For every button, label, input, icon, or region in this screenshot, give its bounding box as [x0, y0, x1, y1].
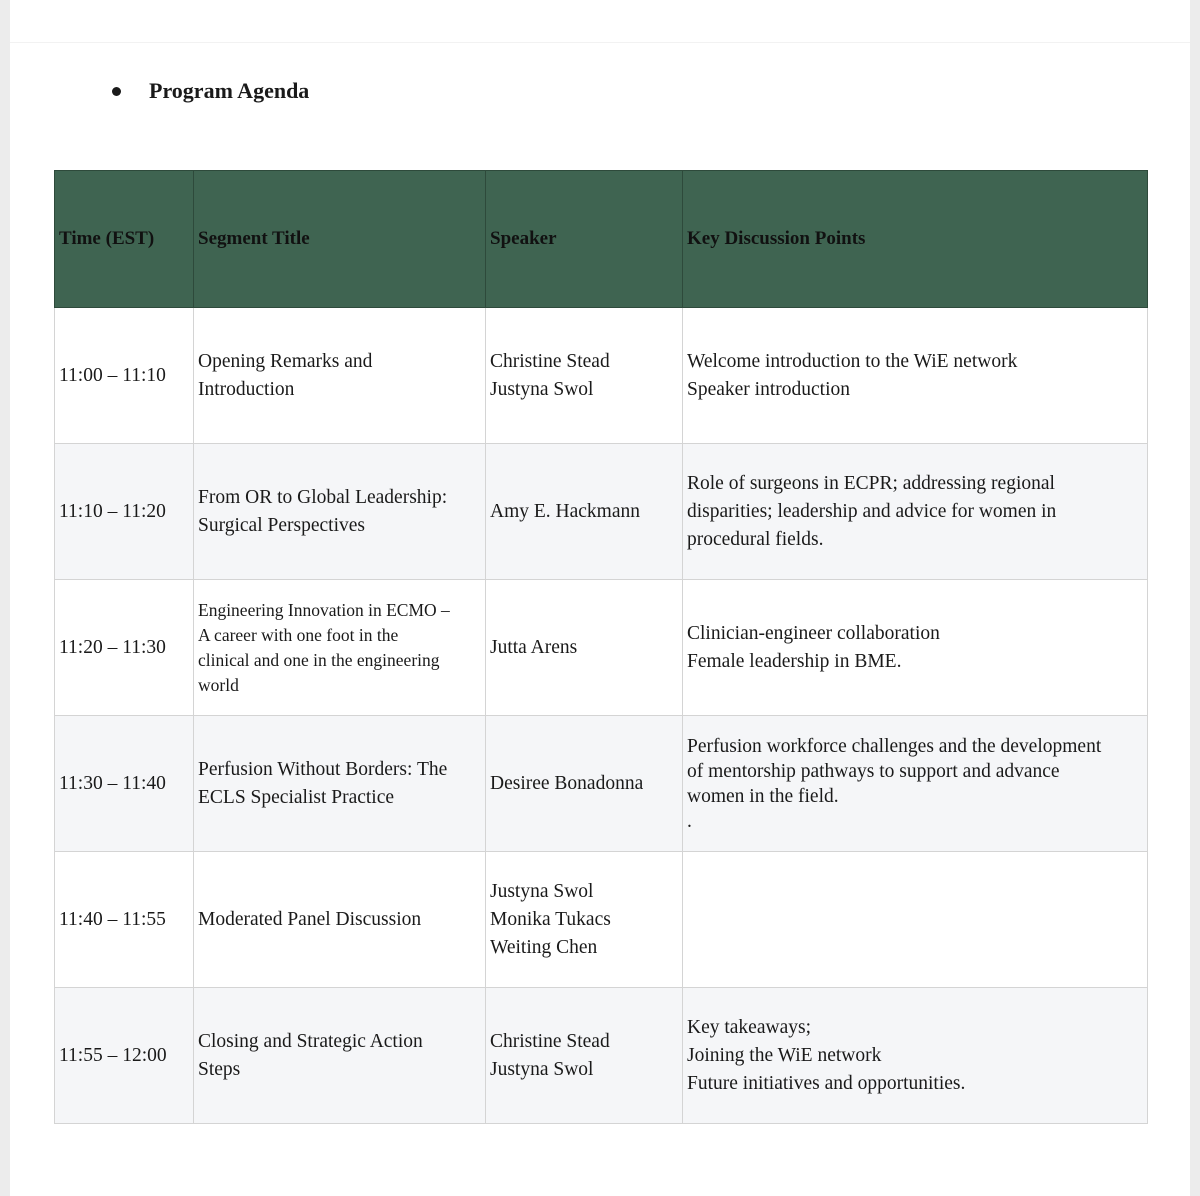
- segment-title-line: Steps: [198, 1058, 241, 1080]
- time-cell: [55, 852, 194, 988]
- table-row: [55, 580, 1148, 716]
- segment-title-line: ECLS Specialist Practice: [198, 786, 395, 808]
- speaker-cell: [486, 988, 683, 1124]
- segment-title-line: Perfusion Without Borders: The: [198, 758, 448, 780]
- speaker-name: Justyna Swol: [490, 880, 594, 902]
- time-text: 11:30 – 11:40: [59, 772, 166, 794]
- time-text: 11:10 – 11:20: [59, 500, 166, 522]
- segment-title-line: clinical and one in the engineering: [198, 649, 440, 670]
- speaker-cell: [486, 852, 683, 988]
- speaker-name: Desiree Bonadonna: [490, 772, 644, 794]
- segment-title-cell: [194, 988, 486, 1124]
- time-cell: [55, 308, 194, 444]
- table-row: [55, 852, 1148, 988]
- top-divider: [10, 42, 1190, 43]
- discussion-point-line: .: [687, 810, 692, 832]
- table-row: [55, 308, 1148, 444]
- discussion-point-line: women in the field.: [687, 785, 839, 807]
- table-row: [55, 716, 1148, 852]
- table-row: [55, 988, 1148, 1124]
- header-speaker: Speaker: [486, 171, 683, 308]
- discussion-point-line: Female leadership in BME.: [687, 650, 902, 672]
- segment-title-line: A career with one foot in the: [198, 624, 399, 645]
- speaker-name: Monika Tukacs: [490, 908, 611, 930]
- bullet-icon: [112, 87, 121, 96]
- discussion-point-line: Clinician-engineer collaboration: [687, 622, 940, 644]
- header-time: Time (EST): [55, 171, 194, 308]
- time-cell: [55, 988, 194, 1124]
- time-cell: [55, 444, 194, 580]
- header-key-discussion-points: Key Discussion Points: [683, 171, 1148, 308]
- speaker-cell: [486, 716, 683, 852]
- speaker-name: Justyna Swol: [490, 1058, 594, 1080]
- speaker-name: Christine Stead: [490, 350, 610, 372]
- table-row: [55, 444, 1148, 580]
- discussion-points-cell: [683, 444, 1148, 580]
- discussion-point-line: Welcome introduction to the WiE network: [687, 350, 1018, 372]
- time-cell: [55, 580, 194, 716]
- document-page: [10, 0, 1190, 1196]
- segment-title-line: Introduction: [198, 378, 295, 400]
- discussion-points-cell: [683, 988, 1148, 1124]
- segment-title-line: world: [198, 674, 239, 695]
- speaker-name: Jutta Arens: [490, 636, 578, 658]
- time-text: 11:20 – 11:30: [59, 636, 166, 658]
- discussion-point-line: Joining the WiE network: [687, 1044, 882, 1066]
- segment-title-cell: [194, 580, 486, 716]
- segment-title-line: Engineering Innovation in ECMO –: [198, 599, 450, 620]
- time-text: 11:55 – 12:00: [59, 1044, 167, 1066]
- time-text: 11:40 – 11:55: [59, 908, 166, 930]
- speaker-cell: [486, 308, 683, 444]
- discussion-point-line: Role of surgeons in ECPR; addressing regional: [687, 472, 1055, 494]
- discussion-points-cell: [683, 716, 1148, 852]
- section-heading: [112, 78, 309, 104]
- segment-title-cell: [194, 444, 486, 580]
- heading-text: Program Agenda: [149, 78, 310, 103]
- discussion-points-cell: [683, 580, 1148, 716]
- segment-title-line: From OR to Global Leadership:: [198, 486, 448, 508]
- segment-title-line: Closing and Strategic Action: [198, 1030, 423, 1052]
- discussion-point-line: Perfusion workforce challenges and the development: [687, 735, 1102, 757]
- speaker-cell: [486, 580, 683, 716]
- time-text: 11:00 – 11:10: [59, 364, 166, 386]
- segment-title-line: Opening Remarks and: [198, 350, 373, 372]
- segment-title-cell: [194, 716, 486, 852]
- speaker-name: Weiting Chen: [490, 936, 598, 958]
- speaker-name: Amy E. Hackmann: [490, 500, 641, 522]
- header-segment-title: Segment Title: [194, 171, 486, 308]
- segment-title-cell: [194, 852, 486, 988]
- discussion-point-line: Key takeaways;: [687, 1016, 811, 1038]
- discussion-point-line: procedural fields.: [687, 528, 824, 550]
- discussion-point-line: Future initiatives and opportunities.: [687, 1072, 966, 1094]
- segment-title-cell: [194, 308, 486, 444]
- discussion-point-line: Speaker introduction: [687, 378, 850, 400]
- time-cell: [55, 716, 194, 852]
- discussion-point-line: disparities; leadership and advice for women in: [687, 500, 1057, 522]
- table-header-row: [55, 171, 1148, 308]
- discussion-points-cell: [683, 308, 1148, 444]
- discussion-points-cell: [683, 852, 1148, 988]
- speaker-name: Justyna Swol: [490, 378, 594, 400]
- discussion-point-line: of mentorship pathways to support and advance: [687, 760, 1060, 782]
- speaker-name: Christine Stead: [490, 1030, 610, 1052]
- agenda-table: [54, 170, 1148, 1124]
- segment-title-line: Moderated Panel Discussion: [198, 908, 422, 930]
- segment-title-line: Surgical Perspectives: [198, 514, 365, 536]
- speaker-cell: [486, 444, 683, 580]
